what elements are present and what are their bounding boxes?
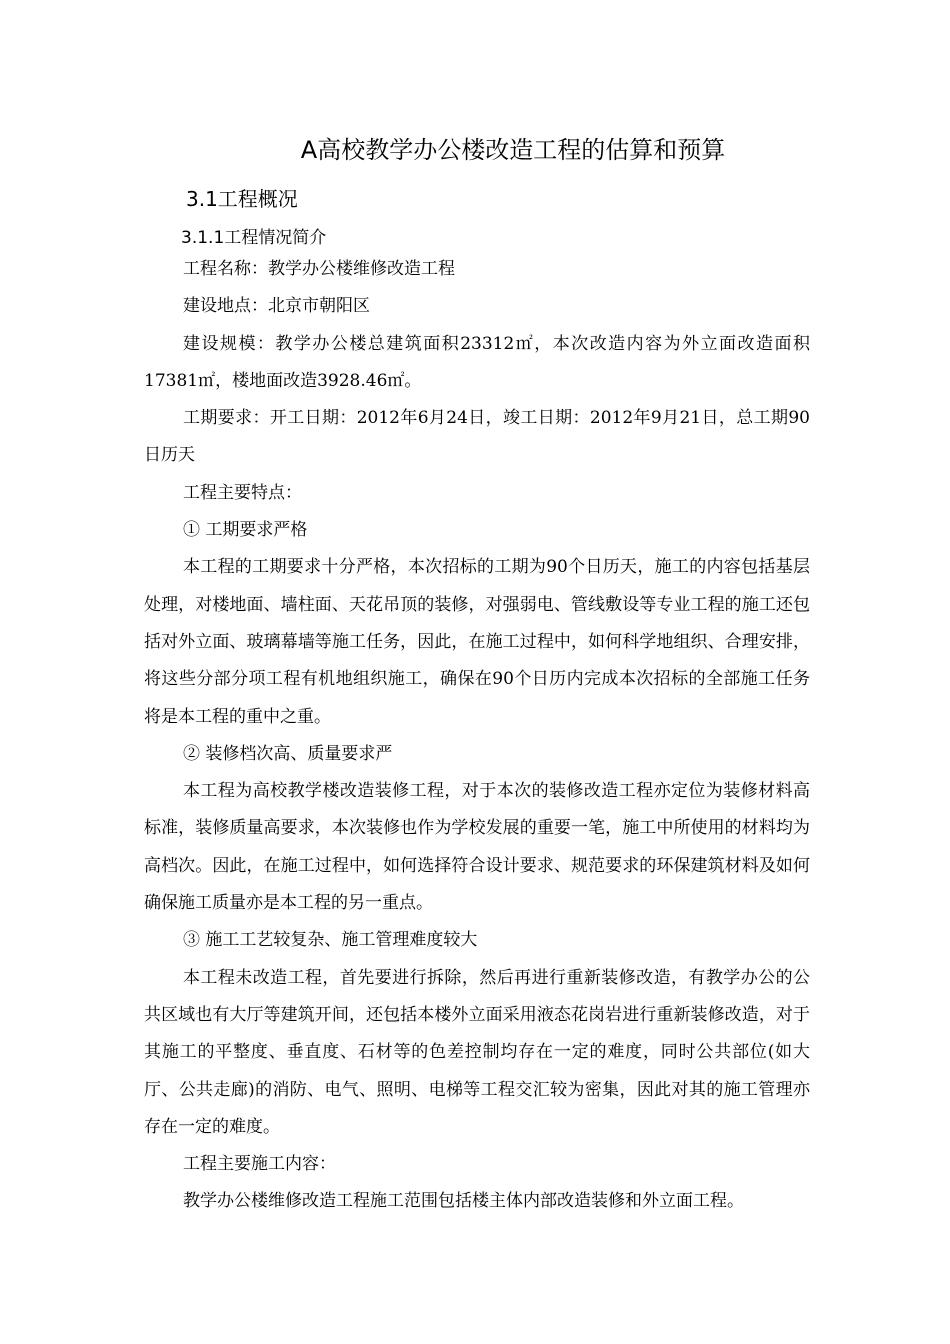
main-works-heading: 工程主要施工内容：	[183, 1154, 336, 1175]
feature-2-heading: ② 装修档次高、质量要求严	[183, 743, 393, 764]
project-location-line: 建设地点：北京市朝阳区	[183, 296, 370, 317]
project-name-line: 工程名称：教学办公楼维修改造工程	[183, 259, 455, 279]
document-title: A高校教学办公楼改造工程的估算和预算	[300, 136, 726, 164]
section-heading: 3.1工程概况	[186, 187, 298, 211]
features-heading: 工程主要特点：	[183, 482, 302, 503]
document-body	[144, 251, 810, 1221]
project-scale-paragraph: 建设规模：教学办公楼总建筑面积23312㎡，本次改造内容为外立面改造面积17381㎡，楼地面改造3928.46㎡。	[144, 333, 810, 391]
subsection-heading: 3.1.1工程情况简介	[181, 228, 327, 248]
main-works-paragraph: 教学办公楼维修改造工程施工范围包括楼主体内部改造装修和外立面工程。	[183, 1191, 744, 1212]
feature-3-paragraph: 本工程未改造工程，首先要进行拆除，然后再进行重新装修改造，有教学办公的公共区域也有大厅等建筑开间，还包括本楼外立面采用液态花岗岩进行重新装修改造，对于其施工的平整度、垂直度、石材等的色差控制均存在一定的难度，同时公共部位(如大厅、公共走廊)的消防、电气、照明、电梯等工程交汇较为密集，因此对其的施工管理亦存在一定的难度。	[144, 967, 810, 1137]
feature-1-heading: ① 工期要求严格	[183, 520, 308, 541]
feature-3-heading: ③ 施工工艺较复杂、施工管理难度较大	[183, 930, 478, 951]
schedule-paragraph: 工期要求：开工日期：2012年6月24日，竣工日期：2012年9月21日，总工期90日历天	[144, 408, 810, 466]
feature-2-paragraph: 本工程为高校教学楼改造装修工程，对于本次的装修改造工程亦定位为装修材料高标准，装修质量高要求，本次装修也作为学校发展的重要一笔，施工中所使用的材料均为高档次。因此，在施工过程中，如何选择符合设计要求、规范要求的环保建筑材料及如何确保施工质量亦是本工程的另一重点。	[144, 781, 810, 914]
feature-1-paragraph: 本工程的工期要求十分严格，本次招标的工期为90个日历天，施工的内容包括基层处理，对楼地面、墙柱面、天花吊顶的装修，对强弱电、管线敷设等专业工程的施工还包括对外立面、玻璃幕墙等施工任务，因此，在施工过程中，如何科学地组织、合理安排，将这些分部分项工程有机地组织施工，确保在90个日历内完成本次招标的全部施工任务将是本工程的重中之重。	[144, 557, 810, 727]
